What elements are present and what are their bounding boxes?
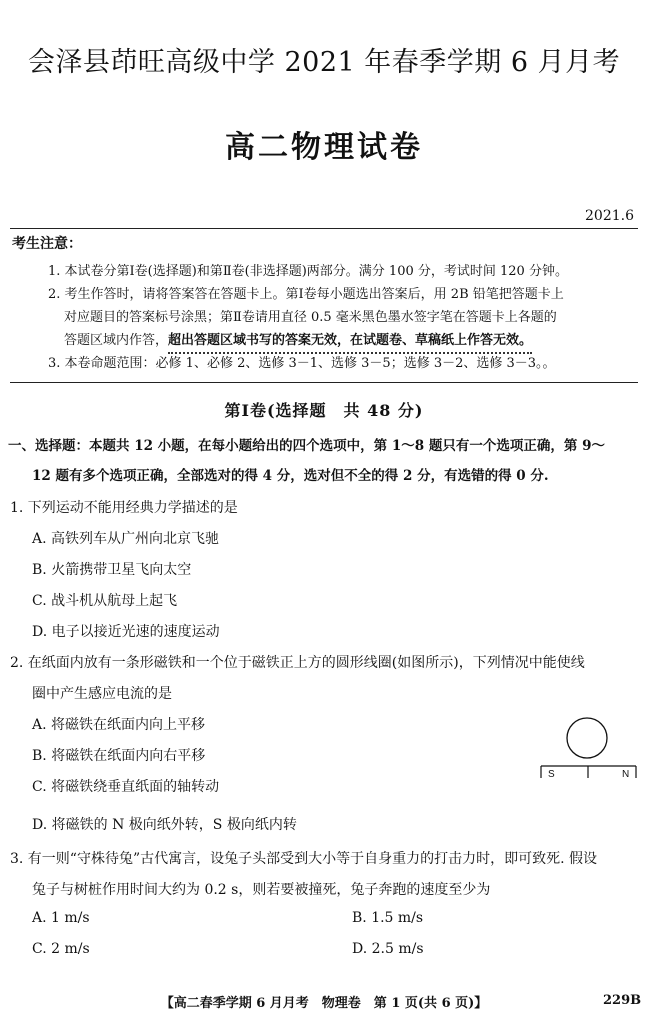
notice-item-1: 1. 本试卷分第Ⅰ卷(选择题)和第Ⅱ卷(非选择题)两部分。满分 100 分，考试时间 120 分钟。 [48,264,568,279]
exam-date: 2021.6 [585,208,634,224]
page-footer: 【高二春季学期 6 月月考 物理卷 第 1 页(共 6 页)】 [160,996,488,1011]
paper-title: 高二物理试卷 [225,130,423,165]
question-2-option-a: A. 将磁铁在纸面内向上平移 [32,717,206,733]
pole-s-label: S [548,769,555,780]
question-3-option-c: C. 2 m/s [32,941,90,957]
mid-divider [10,382,638,383]
pole-n-label: N [622,769,630,780]
question-2-stem-1: 2. 在纸面内放有一条形磁铁和一个位于磁铁正上方的圆形线圈(如图所示)，下列情况中能使线 [10,655,585,671]
coil-circle [567,718,607,758]
section-instruction-2: 12 题有多个选项正确，全部选对的得 4 分，选对但不全的得 2 分，有选错的得 0 分. [32,468,549,484]
school-title: 会泽县茚旺高级中学 2021 年春季学期 6 月月考 [27,47,621,78]
question-1-stem: 1. 下列运动不能用经典力学描述的是 [10,500,238,516]
paper-code: 229B [603,993,642,1008]
question-2-stem-2: 圈中产生感应电流的是 [32,686,172,702]
notice-item-2-cont2 [64,329,532,348]
question-3-option-d: D. 2.5 m/s [352,941,424,957]
notice-heading: 考生注意： [12,236,82,252]
notice-item-3: 3. 本卷命题范围：必修 1、必修 2、选修 3－1、选修 3－5；选修 3－2、选修 3－3。。 [48,356,556,371]
notice-item-2: 2. 考生作答时，请将答案答在答题卡上。第Ⅰ卷每小题选出答案后，用 2B 铅笔把答题卡上 [48,287,564,302]
section-title: 第Ⅰ卷(选择题 共 48 分) [224,401,424,420]
notice-item-2-cont: 对应题目的答案标号涂黑；第Ⅱ卷请用直径 0.5 毫米黑色墨水签字笔在答题卡上各题的 [64,310,557,325]
question-2-option-b: B. 将磁铁在纸面内向右平移 [32,748,206,764]
notice-item-2-normal: 答题区域内作答， [64,333,169,348]
top-divider [10,228,638,229]
question-3-stem-2: 兔子与树桩作用时间大约为 0.2 s，则若要被撞死，兔子奔跑的速度至少为 [32,882,491,898]
question-1-option-c: C. 战斗机从航母上起飞 [32,593,178,609]
question-2-option-d: D. 将磁铁的 N 极向纸外转，S 极向纸内转 [32,817,297,833]
question-1-option-d: D. 电子以接近光速的速度运动 [32,624,220,640]
question-1-option-a: A. 高铁列车从广州向北京飞驰 [32,531,220,547]
question-3-stem-1: 3. 有一则“守株待兔”古代寓言，设兔子头部受到大小等于自身重力的打击力时，即可致死. 假设 [10,851,598,867]
magnet-coil-figure [536,710,640,786]
question-3-option-a: A. 1 m/s [32,910,90,926]
question-1-option-b: B. 火箭携带卫星飞向太空 [32,562,192,578]
notice-item-2-emphasis: 超出答题区域书写的答案无效，在试题卷、草稿纸上作答无效。 [168,333,532,354]
question-3-option-b: B. 1.5 m/s [352,910,424,926]
question-2-option-c: C. 将磁铁绕垂直纸面的轴转动 [32,779,220,795]
section-instruction-1: 一、选择题：本题共 12 小题，在每小题给出的四个选项中，第 1～8 题只有一个选项正确，第 9～ [8,438,605,454]
